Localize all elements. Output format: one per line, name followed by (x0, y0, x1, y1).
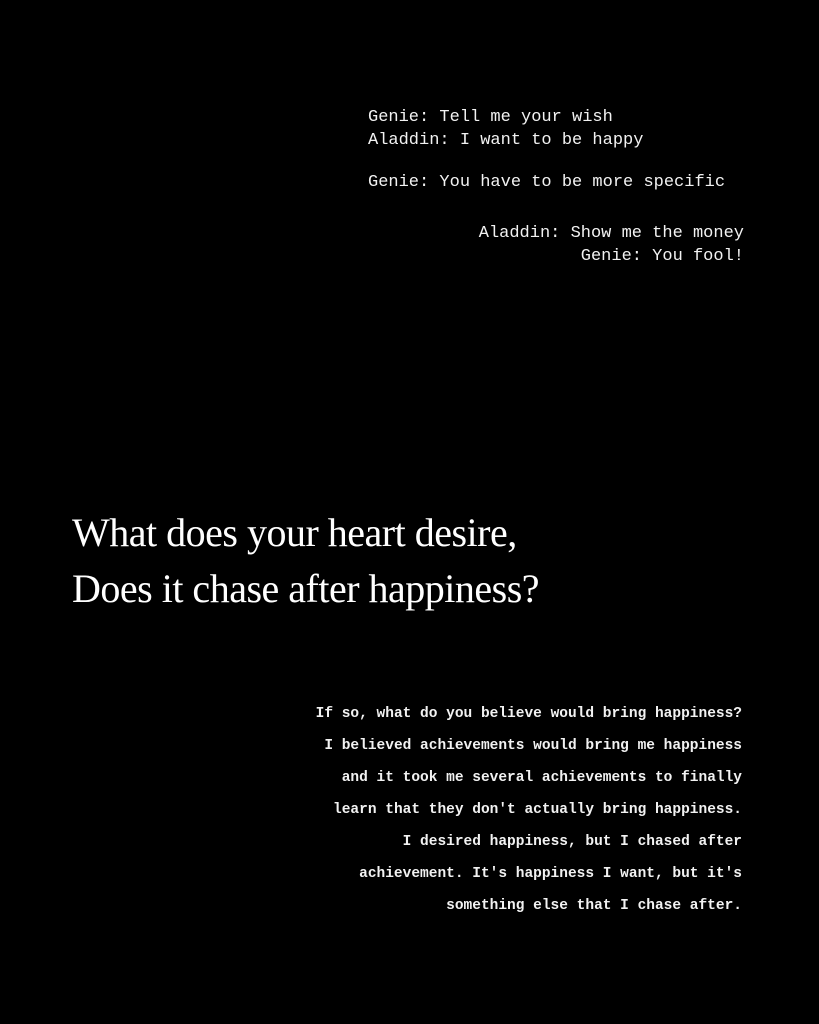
dialogue-line-aladdin-money: Aladdin: Show me the money (478, 224, 744, 243)
dialogue-line-genie-specific: Genie: You have to be more specific (368, 173, 726, 192)
heading-line-2: Does it chase after happiness? (72, 566, 540, 611)
paragraph-line-3: and it took me several achievements to finally (341, 770, 742, 786)
reflection-paragraph (316, 698, 742, 922)
dialogue-line-aladdin-happy: Aladdin: I want to be happy (368, 131, 644, 150)
dialogue-top (368, 106, 725, 194)
dialogue-bottom (479, 222, 744, 268)
paragraph-line-1: If so, what do you believe would bring happiness? (315, 706, 742, 722)
dialogue-line-genie-fool: Genie: You fool! (580, 247, 744, 266)
paragraph-line-2: I believed achievements would bring me happiness (324, 738, 742, 754)
paragraph-line-5: I desired happiness, but I chased after (402, 834, 742, 850)
dialogue-line-genie-wish: Genie: Tell me your wish (368, 108, 613, 127)
heading-line-1: What does your heart desire, (72, 510, 517, 555)
paragraph-line-4: learn that they don't actually bring happiness. (333, 802, 742, 818)
paragraph-line-7: something else that I chase after. (446, 898, 742, 914)
main-heading (72, 505, 539, 617)
paragraph-line-6: achievement. It's happiness I want, but it's (359, 866, 742, 882)
